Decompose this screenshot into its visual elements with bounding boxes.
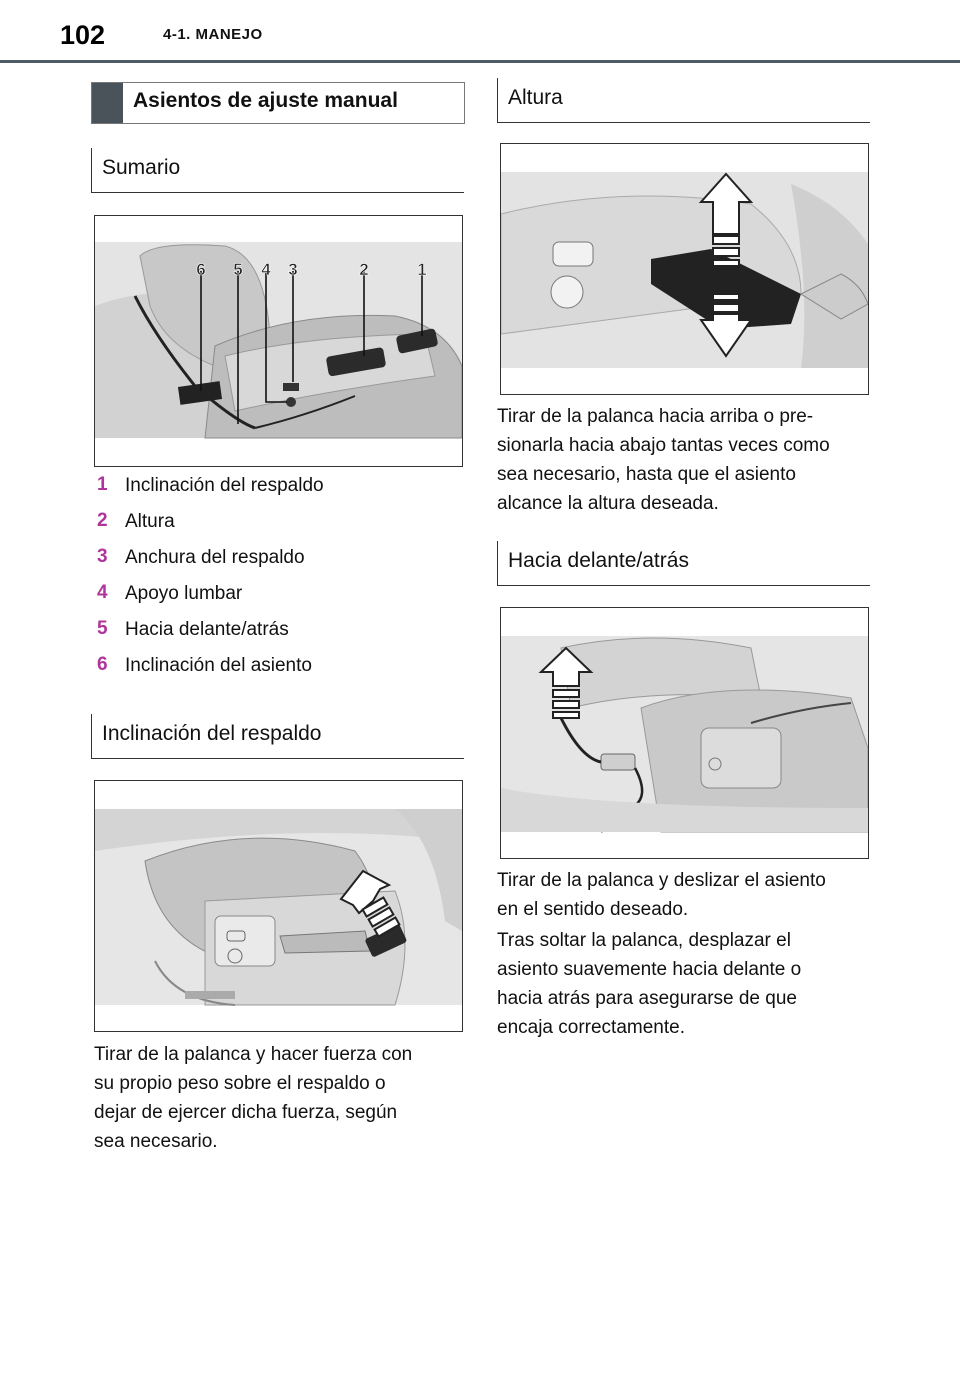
fore-aft-line: encaja correctamente.: [497, 1017, 685, 1038]
backrest-figure: [94, 780, 463, 1032]
fore-aft-figure: [500, 607, 869, 859]
callout-4: 4: [261, 260, 271, 279]
list-item: [91, 582, 451, 618]
list-item: [91, 510, 451, 546]
backrest-line: dejar de ejercer dicha fuerza, según: [94, 1102, 398, 1123]
page-number: 102: [60, 20, 106, 50]
backrest-line: su propio peso sobre el respaldo o: [94, 1073, 386, 1094]
height-line: sea necesario, hasta que el asiento: [497, 464, 796, 485]
list-item: [91, 618, 451, 654]
list-label: Hacia delante/atrás: [125, 619, 289, 640]
chapter-title: 4-1. MANEJO: [163, 26, 263, 43]
fore-aft-line: hacia atrás para asegurarse de que: [497, 988, 797, 1009]
section-title: Asientos de ajuste manual: [133, 89, 398, 112]
section-tab: [92, 83, 123, 123]
subheading-backrest-label: Inclinación del respaldo: [102, 722, 322, 745]
subheading-fore-aft: [497, 541, 870, 586]
fore-aft-paragraph-2: [497, 926, 801, 1042]
subheading-height-label: Altura: [508, 86, 563, 109]
fore-aft-line: Tras soltar la palanca, desplazar el: [497, 930, 791, 951]
height-figure: [500, 143, 869, 395]
subheading-summary: [91, 148, 464, 193]
list-label: Inclinación del respaldo: [125, 475, 324, 496]
callout-1: 1: [417, 260, 427, 279]
seat-overview-figure: [94, 215, 463, 467]
list-number: 2: [97, 510, 108, 531]
fore-aft-paragraph-1: [497, 866, 826, 924]
callout-2: 2: [359, 260, 369, 279]
backrest-paragraph: [94, 1040, 412, 1156]
fore-aft-line: en el sentido deseado.: [497, 899, 689, 920]
controls-list: [91, 474, 451, 690]
backrest-line: Tirar de la palanca y hacer fuerza con: [94, 1044, 413, 1065]
list-number: 5: [97, 618, 108, 639]
fore-aft-line: Tirar de la palanca y deslizar el asiento: [497, 870, 826, 891]
list-number: 6: [97, 654, 108, 675]
list-item: [91, 474, 451, 510]
height-line: sionarla hacia abajo tantas veces como: [497, 435, 830, 456]
subheading-height: [497, 78, 870, 123]
list-label: Altura: [125, 511, 175, 532]
list-label: Apoyo lumbar: [125, 583, 243, 604]
callout-3: 3: [288, 260, 298, 279]
backrest-line: sea necesario.: [94, 1131, 218, 1152]
callout-6: 6: [196, 260, 206, 279]
callout-5: 5: [233, 260, 243, 279]
list-item: [91, 654, 451, 690]
fore-aft-line: asiento suavemente hacia delante o: [497, 959, 802, 980]
height-line: alcance la altura deseada.: [497, 493, 719, 514]
list-label: Inclinación del asiento: [125, 655, 312, 676]
height-line: Tirar de la palanca hacia arriba o pre-: [497, 406, 814, 427]
list-number: 1: [97, 474, 108, 495]
height-paragraph: [497, 402, 830, 518]
subheading-summary-label: Sumario: [102, 156, 181, 179]
section-title-box: [91, 82, 465, 124]
list-number: 3: [97, 546, 108, 567]
list-number: 4: [97, 582, 108, 603]
subheading-backrest: [91, 714, 464, 759]
header-rule: [0, 60, 960, 63]
list-item: [91, 546, 451, 582]
subheading-fore-aft-label: Hacia delante/atrás: [508, 549, 689, 572]
list-label: Anchura del respaldo: [125, 547, 305, 568]
